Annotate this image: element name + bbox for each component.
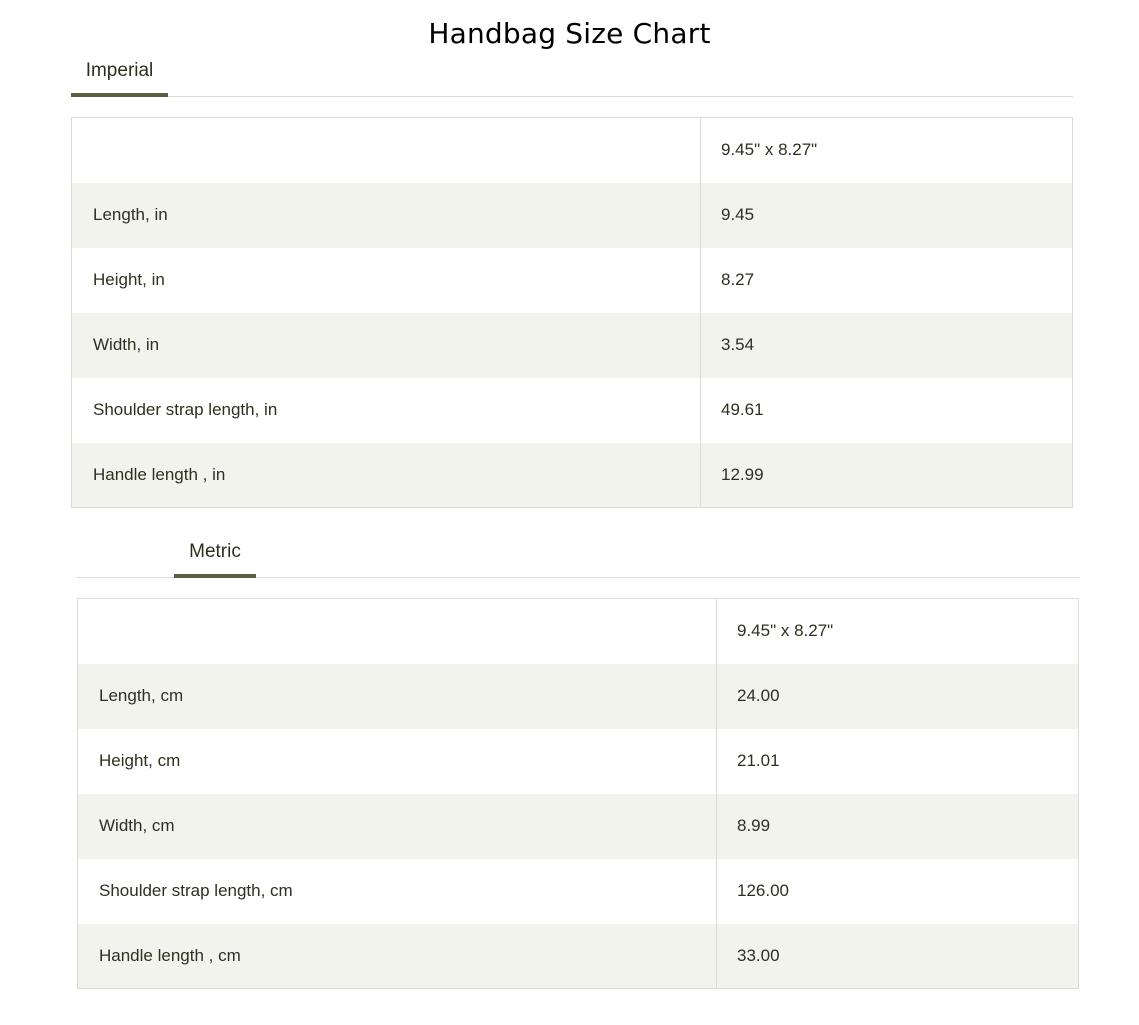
row-label: Height, cm <box>78 729 717 794</box>
imperial-tab-bar <box>71 56 1073 97</box>
row-label: Shoulder strap length, cm <box>78 859 717 924</box>
row-label: Width, cm <box>78 794 717 859</box>
table-header-row <box>78 599 1079 664</box>
row-value: 12.99 <box>701 443 1073 508</box>
table-row <box>78 924 1079 989</box>
table-row <box>78 794 1079 859</box>
tab-imperial[interactable]: Imperial <box>71 56 168 96</box>
size-column-header: 9.45" x 8.27" <box>701 118 1073 183</box>
row-value: 9.45 <box>701 183 1073 248</box>
row-label: Length, in <box>72 183 701 248</box>
table-row <box>72 183 1073 248</box>
page-title: Handbag Size Chart <box>428 17 711 50</box>
table-row <box>72 378 1073 443</box>
row-label: Shoulder strap length, in <box>72 378 701 443</box>
row-value: 49.61 <box>701 378 1073 443</box>
header-empty-cell <box>78 599 717 664</box>
metric-size-table <box>77 598 1079 989</box>
row-value: 126.00 <box>717 859 1079 924</box>
header-empty-cell <box>72 118 701 183</box>
tab-metric[interactable]: Metric <box>174 537 256 577</box>
row-label: Handle length , in <box>72 443 701 508</box>
row-label: Width, in <box>72 313 701 378</box>
row-value: 8.27 <box>701 248 1073 313</box>
table-row <box>72 313 1073 378</box>
table-row <box>72 443 1073 508</box>
row-value: 3.54 <box>701 313 1073 378</box>
metric-tab-bar <box>77 537 1079 578</box>
row-value: 21.01 <box>717 729 1079 794</box>
table-row <box>78 729 1079 794</box>
table-header-row <box>72 118 1073 183</box>
row-value: 24.00 <box>717 664 1079 729</box>
row-value: 8.99 <box>717 794 1079 859</box>
table-row <box>72 248 1073 313</box>
table-row <box>78 859 1079 924</box>
table-row <box>78 664 1079 729</box>
imperial-size-table <box>71 117 1073 508</box>
row-label: Height, in <box>72 248 701 313</box>
size-column-header: 9.45" x 8.27" <box>717 599 1079 664</box>
row-label: Handle length , cm <box>78 924 717 989</box>
row-label: Length, cm <box>78 664 717 729</box>
row-value: 33.00 <box>717 924 1079 989</box>
